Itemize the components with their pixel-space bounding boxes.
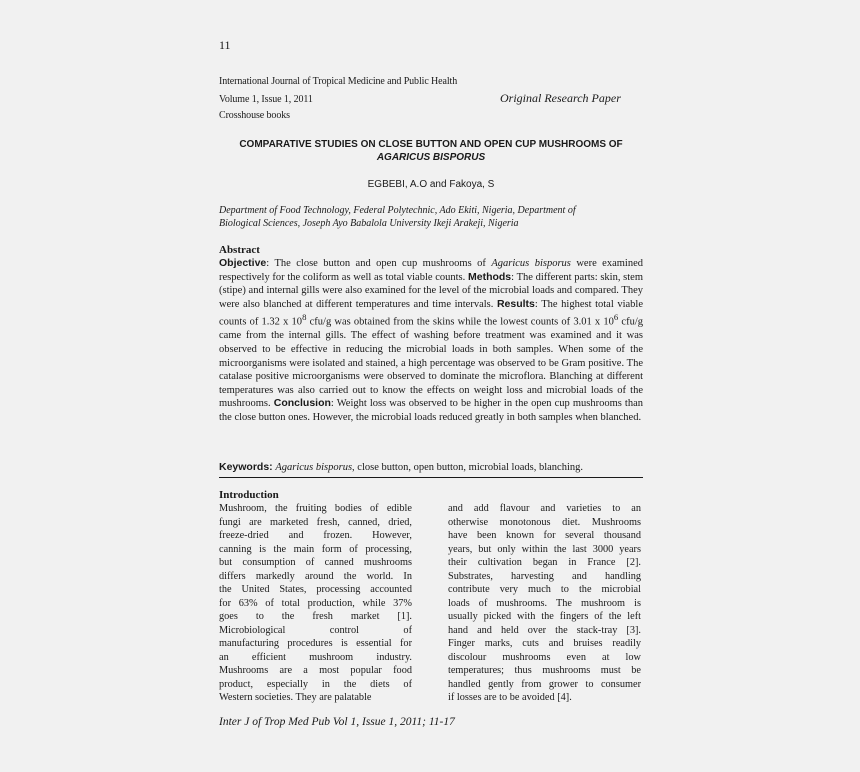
journal-name: International Journal of Tropical Medicine and Public Health	[219, 76, 458, 87]
column-line: otherwise monotonous diet. Mushrooms	[448, 516, 641, 528]
objective-species: Agaricus bisporus	[491, 258, 571, 269]
column-line: loads of mushrooms. The mushroom is	[448, 597, 641, 609]
column-line: Substrates, harvesting and handling	[448, 570, 641, 582]
column-line: if losses are to be avoided [4].	[448, 692, 572, 703]
results-text-3: cfu/g came from the internal gills. The effect of washing before treatment was examined and it was observed to be effective in reducing the microbial loads in both samples. When some of the microorganisms were isolated and stained, a high percentage was observed to be Gram positive. The catalase positive microorganisms were observed to dominate the microflora. Blanching at different temperatures was also carried out to know the effects on weight loss and microbial loads of the mushrooms.	[219, 316, 643, 410]
column-line: have been known for several thousand	[448, 530, 641, 541]
keywords-rest: , close button, open button, microbial loads, blanching.	[352, 462, 583, 473]
conclusion-label: Conclusion	[273, 397, 331, 410]
affiliation-line-1: Department of Food Technology, Federal Polytechnic, Ado Ekiti, Nigeria, Department of	[219, 205, 576, 216]
objective-text-1: : The close button and open cup mushrooms of	[266, 258, 492, 269]
column-line: goes to the fresh market [1].	[219, 611, 412, 622]
affiliation	[219, 204, 629, 230]
objective-text-2: were examined respectively for the coliform as well as total viable counts.	[219, 258, 643, 283]
column-line: for 63% of total production, while 37%	[219, 597, 412, 609]
title-line-2: AGARICUS BISPORUS	[376, 152, 486, 163]
keywords-label: Keywords:	[219, 461, 273, 473]
paper-type: Original Research Paper	[500, 91, 621, 105]
authors: EGBEBI, A.O and Fakoya, S	[367, 179, 495, 190]
footer-citation: Inter J of Trop Med Pub Vol 1, Issue 1, 2011; 11-17	[219, 716, 455, 728]
column-line: Microbiological control of	[219, 624, 412, 636]
title-line-1: COMPARATIVE STUDIES ON CLOSE BUTTON AND OPEN CUP MUSHROOMS OF	[239, 139, 623, 150]
conclusion-text: : Weight loss was observed to be higher in the open cup mushrooms than the close button ones. However, the microbial loads reduced greatly in both samples when blanched.	[219, 398, 643, 424]
column-line: differs markedly around the world. In	[219, 570, 412, 582]
methods-text: : The different parts: skin, stem (stipe) and internal gills were also examined for the level of the microbial loads and compared. They were also blanched at different temperatures and time intervals.	[219, 271, 643, 310]
column-line: freeze-dried and frozen. However,	[219, 530, 412, 541]
column-line: manufacturing procedures is essential for	[219, 638, 412, 649]
column-line: usually picked with the fingers of the left	[448, 611, 641, 622]
affiliation-line-2: Biological Sciences, Joseph Ayo Babalola University Ikeji Arakeji, Nigeria	[219, 218, 519, 229]
column-line: canning is the main form of processing,	[219, 543, 412, 555]
column-line: fungi are marketed fresh, canned, dried,	[219, 516, 412, 528]
page-number: 11	[219, 38, 231, 52]
column-line: their cultivation began in France [2].	[448, 557, 641, 568]
column-line: and add flavour and varieties to an	[448, 503, 641, 514]
abstract-body	[219, 257, 643, 425]
journal-volume: Volume 1, Issue 1, 2011	[219, 94, 313, 105]
column-line: Mushroom, the fruiting bodies of edible	[219, 503, 412, 514]
column-line: temperatures; thus mushrooms must be	[448, 665, 641, 676]
introduction-column-right	[448, 502, 641, 705]
results-text-2: cfu/g was obtained from the skins while the lowest counts of 3.01 x 10	[306, 316, 614, 328]
results-text-1: : The highest total viable counts of 1.32 x 10	[219, 298, 644, 328]
paper-title	[219, 138, 643, 164]
column-line: Western societies. They are palatable	[219, 692, 372, 703]
column-line: Mushrooms are a most popular food	[219, 665, 412, 676]
column-line: discolour mushrooms even at low	[448, 651, 641, 663]
column-line: handled gently from grower to consumer	[448, 678, 641, 690]
abstract-heading: Abstract	[219, 244, 260, 256]
column-line: hand and held over the stack-tray [3].	[448, 624, 641, 636]
keywords-species: Agaricus bisporus	[275, 462, 353, 473]
column-line: Finger marks, cuts and bruises readily	[448, 638, 641, 649]
column-line: years, but only within the last 3000 years	[448, 543, 641, 555]
results-exponent-2: 6	[613, 312, 619, 323]
column-line: but consumption of canned mushrooms	[219, 557, 412, 568]
results-label: Results	[496, 297, 535, 310]
column-line: an efficient mushroom industry.	[219, 651, 412, 663]
introduction-heading: Introduction	[219, 489, 279, 501]
column-line: product, especially in the diets of	[219, 678, 412, 690]
column-line: contribute very much to the microbial	[448, 584, 641, 595]
methods-label: Methods	[467, 270, 512, 283]
objective-label: Objective	[219, 257, 267, 269]
publisher: Crosshouse books	[219, 110, 290, 121]
column-line: the United States, processing accounted	[219, 584, 412, 595]
results-exponent-1: 8	[302, 312, 307, 323]
introduction-column-left	[219, 502, 412, 705]
keywords	[219, 460, 643, 478]
